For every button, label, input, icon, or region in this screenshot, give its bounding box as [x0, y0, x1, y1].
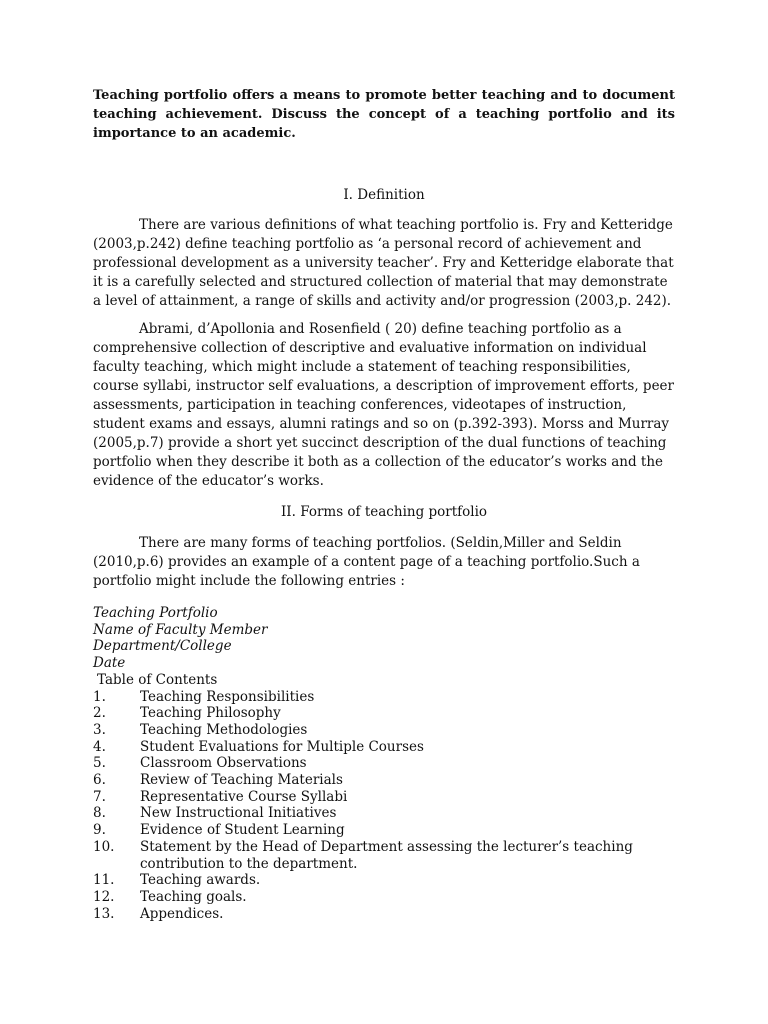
toc-item-text: Teaching awards.	[140, 872, 261, 889]
toc-item-text: Review of Teaching Materials	[140, 772, 343, 789]
toc-item-number: 13.	[93, 905, 115, 922]
toc-item	[93, 839, 675, 872]
toc-item-number: 6.	[93, 772, 106, 789]
toc-item-text: Student Evaluations for Multiple Courses	[140, 738, 424, 755]
toc-item-number: 1.	[93, 688, 106, 705]
toc-item-text: New Instructional Initiatives	[140, 805, 337, 822]
toc-item-text: Appendices.	[140, 905, 224, 922]
essay-prompt: Teaching portfolio offers a means to promote better teaching and to document teaching achievement. Discuss the concept of a teaching portfolio and its importance to an academic.	[93, 88, 675, 141]
toc-item	[93, 705, 675, 722]
toc-item-number: 2.	[93, 705, 106, 722]
toc-item-number: 12.	[93, 888, 115, 905]
paragraph-definition-2: Abrami, d’Apollonia and Rosenfield ( 20) define teaching portfolio as a comprehensive collection of descriptive and evaluative information on individual faculty teaching, which might include a statement of teaching responsibilities, course syllabi, instructor self evaluations, a description of improvement efforts, peer assessments, participation in teaching conferences, videotapes of instruction, student exams and essays, alumni ratings and so on (p.392-393). Morss and Murray (2005,p.7) provide a short yet succinct description of the dual functions of teaching portfolio when they describe it both as a collection of the educator’s works and the evidence of the educator’s works.	[93, 321, 674, 489]
toc-item-text: Representative Course Syllabi	[140, 788, 348, 805]
toc-item-text: Statement by the Head of Department assessing the lecturer’s teaching contribution to the department.	[140, 838, 633, 872]
toc-item-number: 9.	[93, 822, 106, 839]
toc-item-text: Teaching Philosophy	[140, 705, 281, 722]
toc-item-number: 11.	[93, 872, 115, 889]
italic-line-faculty-member: Name of Faculty Member	[93, 621, 268, 638]
toc-item-text: Teaching Responsibilities	[140, 688, 315, 705]
toc-item	[93, 722, 675, 739]
toc-item	[93, 805, 675, 822]
toc-item-number: 3.	[93, 721, 106, 738]
toc-item	[93, 872, 675, 889]
toc-item	[93, 789, 675, 806]
toc-item	[93, 689, 675, 706]
italic-line-date: Date	[93, 655, 126, 672]
section-heading-definition: I. Definition	[343, 187, 425, 203]
toc-item-number: 5.	[93, 755, 106, 772]
document-page	[93, 86, 675, 922]
toc-item	[93, 822, 675, 839]
section-heading-forms: II. Forms of teaching portfolio	[280, 504, 488, 520]
toc-item-text: Teaching Methodologies	[140, 721, 308, 738]
toc-item-number: 4.	[93, 738, 106, 755]
toc-item	[93, 739, 675, 756]
toc-item-text: Teaching goals.	[140, 888, 247, 905]
table-of-contents-title: Table of Contents	[97, 671, 218, 688]
italic-line-department: Department/College	[93, 638, 232, 655]
italic-line-portfolio-title: Teaching Portfolio	[93, 605, 218, 621]
toc-item-number: 8.	[93, 805, 106, 822]
toc-item-text: Classroom Observations	[140, 755, 307, 772]
paragraph-forms: There are many forms of teaching portfolios. (Seldin,Miller and Seldin (2010,p.6) provides an example of a content page of a teaching portfolio.Such a portfolio might include the following entries :	[93, 535, 640, 589]
toc-item	[93, 889, 675, 906]
toc-item	[93, 772, 675, 789]
table-of-contents-list	[93, 689, 675, 923]
toc-item-text: Evidence of Student Learning	[140, 822, 345, 839]
toc-item-number: 10.	[93, 838, 115, 855]
paragraph-definition-1: There are various definitions of what teaching portfolio is. Fry and Ketteridge (2003,p.242) define teaching portfolio as ‘a personal record of achievement and professional development as a university teacher’. Fry and Ketteridge elaborate that it is a carefully selected and structured collection of material that may demonstrate a level of attainment, a range of skills and activity and/or progression (2003,p. 242).	[93, 217, 674, 309]
toc-item	[93, 755, 675, 772]
toc-item-number: 7.	[93, 788, 106, 805]
toc-item	[93, 906, 675, 923]
